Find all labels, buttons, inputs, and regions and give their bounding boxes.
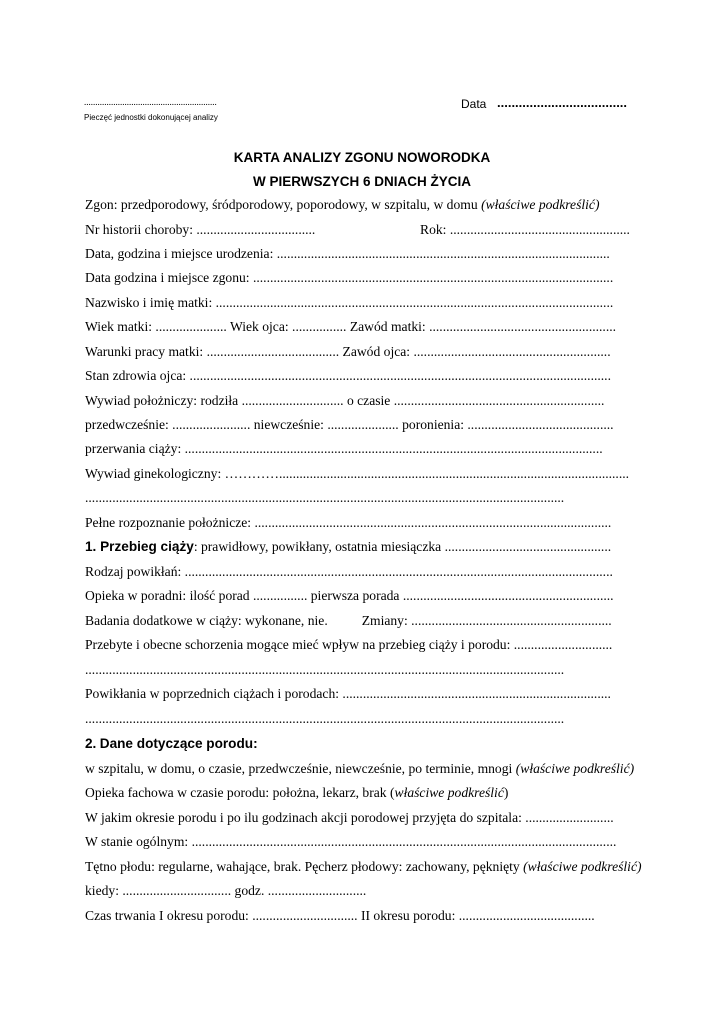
date-label: Data xyxy=(461,97,487,111)
father-health-line: Stan zdrowia ojca: ............................................................................................................................ xyxy=(85,368,611,383)
blank-line: ............................................................................................................................................. xyxy=(85,490,565,505)
fetal-heart-line xyxy=(85,859,642,875)
death-date-line: Data godzina i miejsce zgonu: .......................................................................................................... xyxy=(85,270,614,285)
section-1-heading: 1. Przebieg ciąży xyxy=(85,539,194,554)
page-title: KARTA ANALIZY ZGONU NOWORODKA xyxy=(233,150,491,165)
section-2-heading xyxy=(85,736,258,752)
page-subtitle: W PIERWSZYCH 6 DNIACH ŻYCIA xyxy=(252,174,471,189)
birth-place-note: (właściwe podkreślić) xyxy=(515,761,635,776)
terminations-line: przerwania ciąży: ........................................................................................................................... xyxy=(85,441,603,456)
when-line: kiedy: ................................ godz. ............................. xyxy=(85,883,367,898)
date-dotted-line: .................................... xyxy=(497,95,628,110)
history-number-line: Nr historii choroby: ................................... xyxy=(85,222,316,237)
premature-line: przedwcześnie: ....................... niewcześnie: ..................... poronienia: ........................................... xyxy=(85,417,614,432)
professional-care-end: ) xyxy=(503,785,509,800)
admission-line: W jakim okresie porodu i po ilu godzinach akcji porodowej przyjęta do szpitala: .......................... xyxy=(85,810,614,825)
professional-care-text: Opieka fachowa w czasie porodu: położna, lekarz, brak ( xyxy=(85,785,395,800)
fetal-heart-text: Tętno płodu: regularne, wahające, brak. Pęcherz płodowy: zachowany, pęknięty xyxy=(85,859,520,874)
birth-place-line xyxy=(85,761,634,777)
pregnancy-course-text: : prawidłowy, powikłany, ostatnia miesiączka ................................................. xyxy=(193,539,612,554)
professional-care-line xyxy=(85,785,508,801)
diseases-line: Przebyte i obecne schorzenia mogące mieć wpływ na przebieg ciąży i porodu: ............................. xyxy=(85,637,613,652)
work-line: Warunki pracy matki: ....................................... Zawód ojca: .......................................................... xyxy=(85,344,611,359)
clinic-care-line: Opieka w poradni: ilość porad ................ pierwsza porada .............................................................. xyxy=(85,588,614,603)
fetal-heart-note: (właściwe podkreślić) xyxy=(523,859,642,874)
death-type-note: (właściwe podkreślić) xyxy=(481,197,600,212)
blank-line: ............................................................................................................................................. xyxy=(85,662,565,677)
birth-place-text: w szpitalu, w domu, o czasie, przedwcześnie, niewcześnie, po terminie, mnogi xyxy=(85,761,513,776)
blank-line: ............................................................................................................................................. xyxy=(85,711,565,726)
diagnosis-line: Pełne rozpoznanie położnicze: ......................................................................................................... xyxy=(85,515,612,530)
birth-line: Data, godzina i miejsce urodzenia: .................................................................................................. xyxy=(85,246,610,261)
complications-type-line: Rodzaj powikłań: .............................................................................................................................. xyxy=(85,564,613,579)
obstetric-history-line: Wywiad położniczy: rodziła .............................. o czasie .............................................................. xyxy=(85,393,605,408)
professional-care-note: właściwe podkreślić xyxy=(394,785,504,800)
labor-duration-line: Czas trwania I okresu porodu: ............................... II okresu porodu: ........................................ xyxy=(85,908,595,923)
stamp-label: Pieczęć jednostki dokonującej analizy xyxy=(84,113,218,122)
tests-line: Badania dodatkowe w ciąży: wykonane, nie. Zmiany: ........................................................... xyxy=(85,613,612,628)
general-state-line: W stanie ogólnym: ............................................................................................................................. xyxy=(85,834,617,849)
age-line: Wiek matki: ..................... Wiek ojca: ................ Zawód matki: ....................................................... xyxy=(85,319,617,334)
previous-complications-line: Powikłania w poprzednich ciążach i porodach: ............................................................................... xyxy=(85,686,611,701)
death-type-line xyxy=(85,197,599,213)
pregnancy-course-line xyxy=(85,539,611,555)
section-2-title: Dane dotyczące porodu: xyxy=(99,736,258,751)
year-line: Rok: ..................................................... xyxy=(420,222,630,237)
section-2-number: 2. xyxy=(85,736,97,751)
mother-name-line: Nazwisko i imię matki: ..................................................................................................................... xyxy=(85,295,614,310)
gynecology-line: Wywiad ginekologiczny: …………....................................................................................................... xyxy=(85,466,630,481)
death-type-text: Zgon: przedporodowy, śródporodowy, poporodowy, w szpitalu, w domu xyxy=(85,197,478,212)
stamp-dotted-line: ........................................................... xyxy=(84,97,217,107)
